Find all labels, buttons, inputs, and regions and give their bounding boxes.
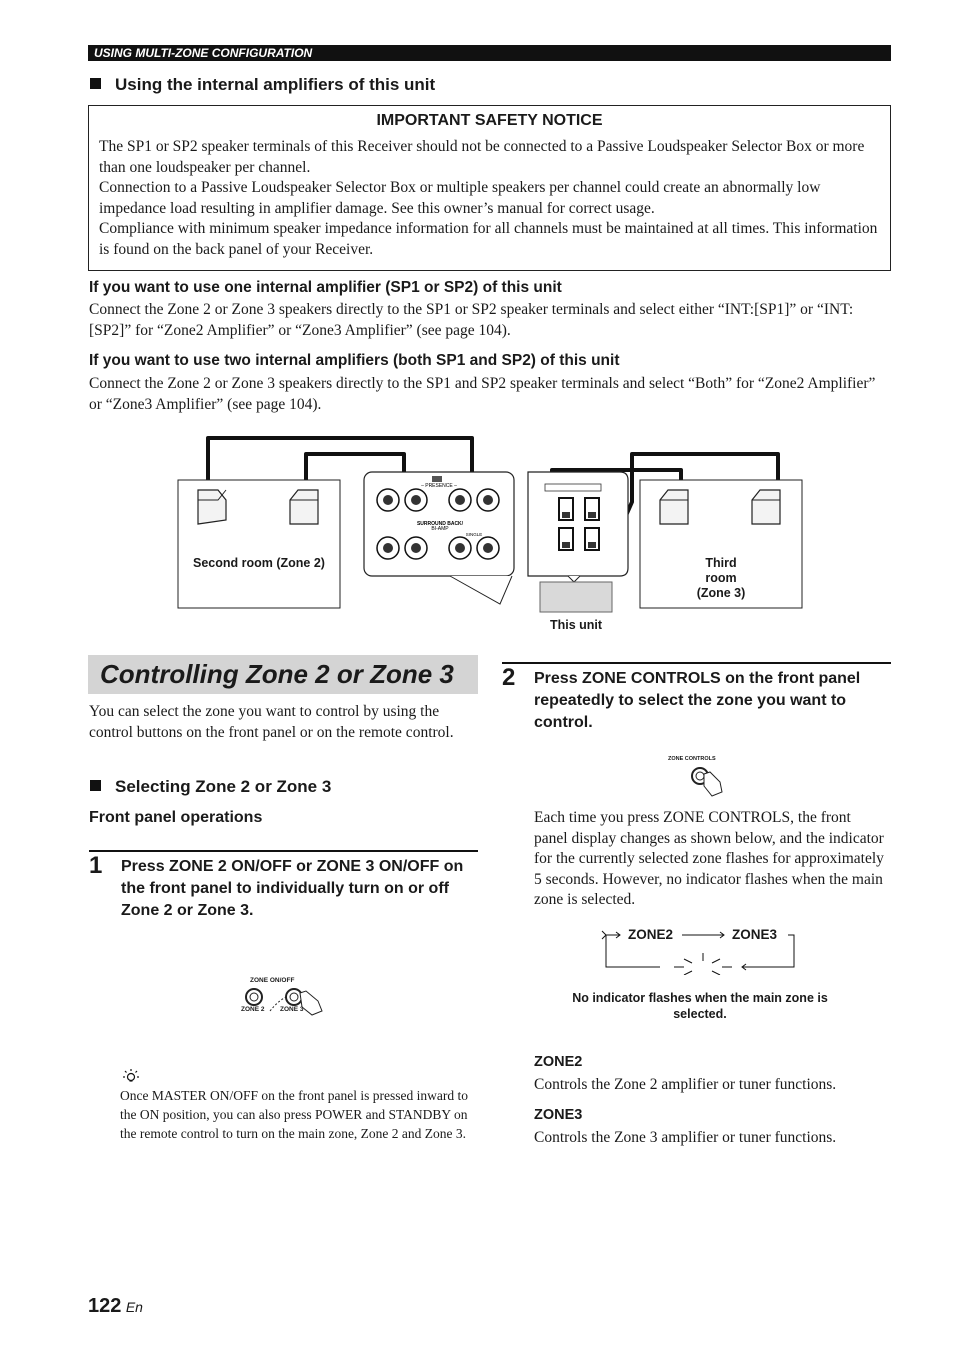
notice-paragraph: Compliance with minimum speaker impedance information for all channels must be maintained at all times. This information is found on the back panel of your Receiver. [99,220,878,258]
zone-wiring-diagram [170,428,810,638]
cycle-caption: No indicator flashes when the main zone is selected. [572,991,828,1021]
internal-amps-heading-text: Using the internal amplifiers of this unit [115,75,436,94]
safety-notice-box [88,105,891,271]
step2-number: 2 [502,664,516,691]
one-amp-heading: If you want to use one internal amplifier (SP1 or SP2) of this unit [89,279,562,296]
zone-cycle-diagram [600,925,800,975]
hand-pointer-icon [704,772,722,796]
zone-controls-label: ZONE CONTROLS [668,756,716,762]
step2-rule [502,662,891,664]
page-number: 122 [88,1295,122,1317]
front-panel-heading: Front panel operations [89,809,263,826]
speaker-icon [660,490,688,524]
zone-onoff-illustration [238,975,338,1020]
this-unit-label: This unit [549,618,603,632]
zone3-heading: ZONE3 [534,1107,583,1123]
wiring-diagram-svg [170,428,810,638]
tip-text: Once MASTER ON/OFF on the front panel is pressed inward to the ON position, you can also press POWER and STANDBY on the remote control to turn on the main zone, Zone 2 and Zone 3. [120,1088,468,1141]
zone-onoff-label: ZONE ON/OFF [250,977,295,984]
notice-title: IMPORTANT SAFETY NOTICE [376,112,603,129]
two-amp-text: Connect the Zone 2 or Zone 3 speakers directly to the SP1 and SP2 speaker terminals and select “Both” for “Zone2 Amplifier” or “Zone3 Amplifier” (see page 104). [89,375,876,413]
this-unit-box [540,582,612,612]
zone2-small-label: ZONE 2 [241,1006,265,1013]
square-bullet-icon [90,780,101,791]
step2-text: Press ZONE CONTROLS on the front panel repeatedly to select the zone you want to control. [534,670,861,731]
step2-description: Each time you press ZONE CONTROLS, the front panel display changes as shown below, and the indicator for the currently selected zone flashes for approximately 5 seconds. However, no indicator flashes when the main zone is selected. [534,809,884,908]
zone3-small-label: ZONE 3 [280,1006,304,1013]
zone2-heading: ZONE2 [534,1054,583,1070]
zone2-description: Controls the Zone 2 amplifier or tuner functions. [534,1076,837,1093]
presence-label: – PRESENCE – [421,483,457,489]
speaker-terminal-panel [364,472,514,604]
selecting-heading [90,777,331,797]
zone3-description: Controls the Zone 3 amplifier or tuner functions. [534,1129,837,1146]
step1-number: 1 [89,852,103,879]
zone-controls-button-svg [686,764,726,798]
step1-rule [89,850,478,852]
speaker-icon [290,490,318,524]
bi-amp-label: BI-AMP [431,526,449,532]
controlling-title: Controlling Zone 2 or Zone 3 [100,659,454,689]
section-header-bar: USING MULTI-ZONE CONFIGURATION [88,45,891,61]
internal-amps-heading [90,75,435,95]
notice-paragraph: The SP1 or SP2 speaker terminals of this Receiver should not be connected to a Passive Loudspeaker Selector Box or more than one loudspeaker per channel. [99,138,865,176]
step1-text: Press ZONE 2 ON/OFF or ZONE 3 ON/OFF on the front panel to individually turn on or off Zone 2 or Zone 3. [121,858,464,919]
cycle-zone2-label: ZONE2 [628,927,674,942]
notice-paragraph: Connection to a Passive Loudspeaker Selector Box or multiple speakers per channel could create an abnormally low impedance load resulting in amplifier damage. See this owner’s manual for correct usage. [99,179,821,217]
controlling-title-box [88,655,478,694]
cycle-zone3-label: ZONE3 [732,927,778,942]
controlling-intro: You can select the zone you want to control by using the control buttons on the front panel or on the remote control. [89,703,454,741]
speaker-icon [752,490,780,524]
zone-controls-illustration [666,754,736,798]
page-footer [88,1295,143,1318]
tip-lightbulb-icon [120,1068,142,1086]
surround-back-label: SURROUND BACK/ [416,521,464,527]
square-bullet-icon [90,78,101,89]
speaker-icon [198,490,226,524]
single-label: SINGLE [465,532,483,537]
one-amp-text: Connect the Zone 2 or Zone 3 speakers directly to the SP1 or SP2 speaker terminals and select either “INT:[SP1]” or “INT:[SP2]” for “Zone2 Amplifier” or “Zone3 Amplifier” (see page 104). [89,301,854,339]
notice-body [99,137,880,260]
page-language: En [125,1299,143,1315]
third-room-label: Third room (Zone 3) [696,556,746,600]
two-amp-heading: If you want to use two internal amplifiers (both SP1 and SP2) of this unit [89,352,620,369]
selecting-heading-text: Selecting Zone 2 or Zone 3 [115,777,332,796]
sp-terminal-block [528,472,628,582]
second-room-label: Second room (Zone 2) [193,556,325,570]
